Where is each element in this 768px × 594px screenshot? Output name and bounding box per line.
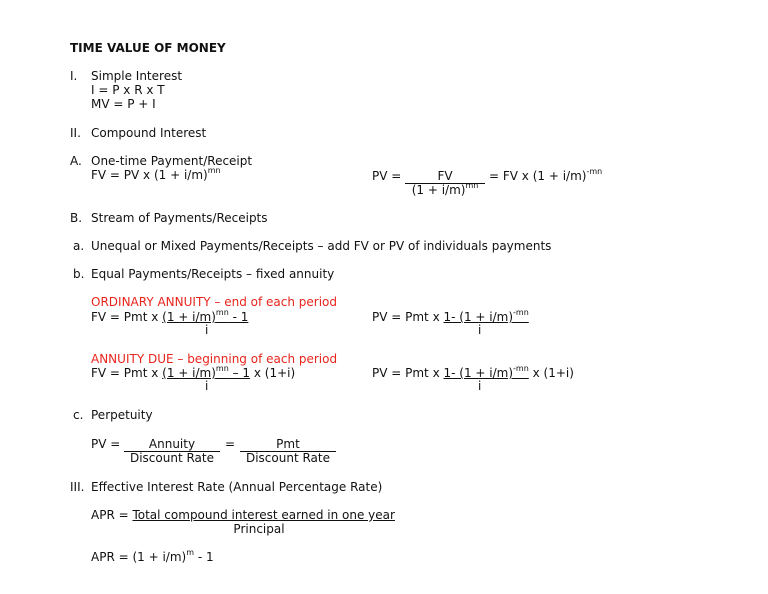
section-1-numeral: I. [70, 69, 78, 83]
due-fv-prefix: FV = Pmt x [91, 366, 163, 380]
section-3-numeral: III. [70, 480, 85, 494]
ordinary-fv-prefix: FV = Pmt x [91, 310, 163, 324]
ordinary-fv-numerator-minus: - 1 [228, 310, 249, 324]
perpetuity-numerator-1: Annuity [124, 437, 220, 452]
apr-formula-2 [91, 550, 214, 564]
apr-1-label: APR = [91, 508, 133, 522]
maturity-value-formula: MV = P + I [91, 97, 156, 111]
apr-1-denominator: Principal [233, 522, 285, 536]
one-time-pv-rhs-text: = FV x (1 + i/m) [489, 169, 587, 183]
one-time-pv-denominator-exponent: mn [465, 181, 479, 190]
subsection-b-letter: B. [70, 211, 83, 225]
apr-2-exponent: m [186, 548, 195, 557]
ordinary-fv-numerator [162, 310, 248, 324]
due-pv-prefix: PV = Pmt x [372, 366, 444, 380]
one-time-pv-denominator-text: (1 + i/m) [411, 183, 466, 197]
perpetuity-equals: = [225, 437, 236, 451]
item-c-letter: c. [73, 408, 84, 422]
one-time-pv-denominator [405, 183, 485, 197]
subsection-a-heading: One-time Payment/Receipt [91, 154, 253, 168]
ordinary-fv-exponent: mn [215, 308, 229, 317]
annuity-due-label: ANNUITY DUE – beginning of each period [91, 352, 338, 366]
due-pv-denominator: i [478, 379, 482, 393]
annuity-due-pv-formula [372, 366, 574, 380]
simple-interest-formula: I = P x R x T [91, 83, 165, 97]
subsection-a-letter: A. [70, 154, 82, 168]
one-time-pv-rhs-exponent: -mn [586, 167, 603, 176]
item-a-letter: a. [73, 239, 85, 253]
ordinary-pv-numerator-base: 1- (1 + i/m) [443, 310, 514, 324]
ordinary-pv-exponent: -mn [513, 308, 529, 317]
annuity-due-fv-formula [91, 366, 295, 380]
ordinary-annuity-pv-formula [372, 310, 529, 324]
due-fv-suffix: x (1+i) [250, 366, 296, 380]
subsection-b-heading: Stream of Payments/Receipts [91, 211, 268, 225]
document-title: TIME VALUE OF MONEY [70, 41, 226, 55]
ordinary-fv-numerator-base: (1 + i/m) [162, 310, 216, 324]
section-1-heading: Simple Interest [91, 69, 183, 83]
one-time-pv-numerator: FV [405, 169, 485, 184]
due-fv-numerator-base: (1 + i/m) [162, 366, 216, 380]
apr-2-suffix: - 1 [194, 550, 214, 564]
ordinary-pv-denominator: i [478, 323, 482, 337]
due-fv-denominator: i [205, 379, 209, 393]
due-fv-numerator-minus: – 1 [228, 366, 251, 380]
ordinary-annuity-label: ORDINARY ANNUITY – end of each period [91, 295, 338, 309]
ordinary-pv-numerator [444, 310, 529, 324]
item-a-text: Unequal or Mixed Payments/Receipts – add FV or PV of individuals payments [91, 239, 552, 253]
due-fv-exponent: mn [215, 364, 229, 373]
section-3-heading: Effective Interest Rate (Annual Percentage Rate) [91, 480, 383, 494]
perpetuity-numerator-2: Pmt [240, 437, 336, 452]
section-2-numeral: II. [70, 126, 81, 140]
perpetuity-denominator-1: Discount Rate [129, 451, 214, 465]
one-time-fv-text: FV = PV x (1 + i/m) [91, 168, 208, 182]
one-time-pv-label: PV = [372, 169, 402, 183]
item-b-letter: b. [73, 267, 85, 281]
ordinary-pv-prefix: PV = Pmt x [372, 310, 444, 324]
item-c-text: Perpetuity [91, 408, 153, 422]
ordinary-annuity-fv-formula [91, 310, 248, 324]
one-time-fv-formula [91, 168, 221, 182]
item-b-text: Equal Payments/Receipts – fixed annuity [91, 267, 335, 281]
one-time-pv-rhs [489, 169, 602, 183]
one-time-fv-exponent: mn [207, 166, 221, 175]
perpetuity-denominator-2: Discount Rate [245, 451, 330, 465]
section-2-heading: Compound Interest [91, 126, 207, 140]
due-pv-numerator [444, 366, 529, 380]
due-pv-suffix: x (1+i) [528, 366, 574, 380]
apr-1-numerator: Total compound interest earned in one year [132, 508, 395, 522]
apr-formula-1 [91, 508, 395, 522]
due-pv-exponent: -mn [513, 364, 529, 373]
due-fv-numerator [162, 366, 250, 380]
due-pv-numerator-base: 1- (1 + i/m) [443, 366, 514, 380]
ordinary-fv-denominator: i [205, 323, 209, 337]
perpetuity-pv-label: PV = [91, 437, 121, 451]
apr-2-prefix: APR = (1 + i/m) [91, 550, 187, 564]
